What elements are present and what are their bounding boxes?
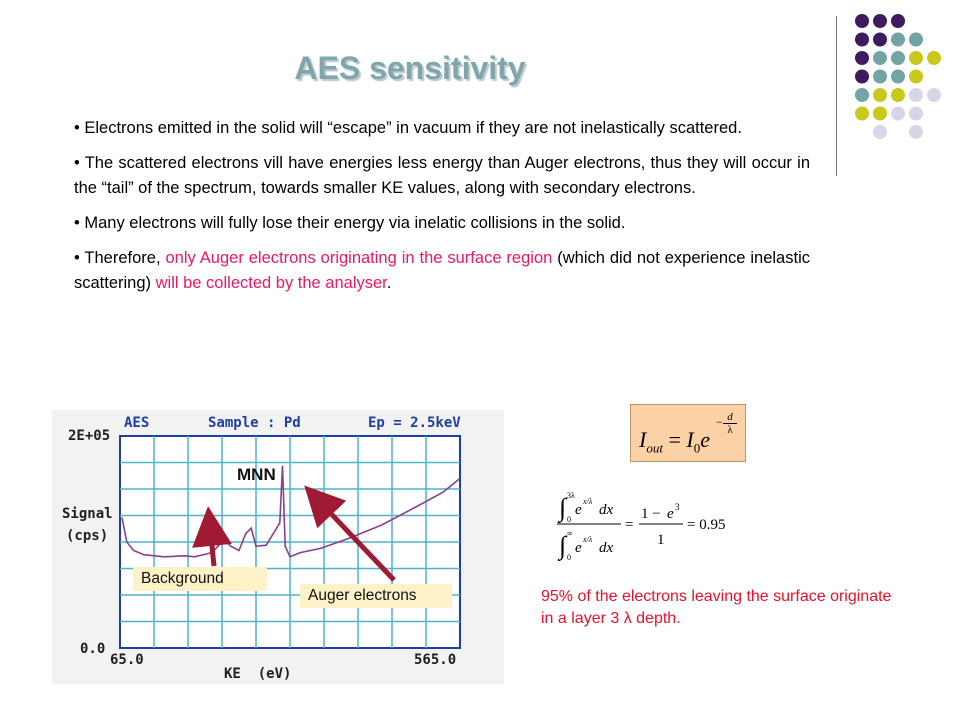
bullet-text: • The scattered electrons vill have energies less energy than Auger electrons, thus they will occur in the “tail” of the spectrum, towards smaller KE values, along with secondary electrons. bbox=[74, 154, 810, 197]
auger-arrow bbox=[318, 500, 394, 580]
highlighted-text: only Auger electrons originating in the surface region bbox=[165, 249, 553, 267]
svg-text:1 −: 1 − bbox=[641, 506, 661, 522]
highlighted-text: will be collected by the analyser bbox=[155, 274, 387, 292]
bullet-text: . bbox=[386, 274, 392, 292]
formula-rhs: I bbox=[686, 427, 694, 452]
svg-text:∞: ∞ bbox=[567, 529, 573, 538]
background-label: Background bbox=[133, 567, 267, 591]
svg-text:dx: dx bbox=[599, 540, 614, 556]
background-arrow bbox=[210, 526, 214, 566]
auger-electrons-label: Auger electrons bbox=[300, 584, 452, 608]
x-left-tick-label: 65.0 bbox=[110, 652, 144, 668]
y-axis-title: Signal bbox=[62, 506, 113, 522]
svg-text:∫: ∫ bbox=[559, 531, 567, 560]
y-axis-unit: (cps) bbox=[66, 528, 109, 544]
x-right-tick-label: 565.0 bbox=[414, 652, 457, 668]
formula-lhs: I bbox=[639, 427, 647, 452]
svg-text:x/λ: x/λ bbox=[583, 535, 593, 544]
formula-exp-denominator: λ bbox=[723, 423, 737, 436]
svg-text:0: 0 bbox=[567, 553, 571, 562]
slide-title: AES sensitivity bbox=[294, 50, 526, 86]
svg-text:e: e bbox=[575, 502, 582, 518]
bullet-text: • Many electrons will fully lose their energy via inelatic collisions in the solid. bbox=[74, 214, 626, 232]
svg-text:∫: ∫ bbox=[559, 493, 567, 522]
bullet-text: • Therefore, bbox=[74, 249, 166, 267]
svg-text:e: e bbox=[575, 540, 582, 556]
svg-text:e: e bbox=[667, 506, 674, 522]
intensity-formula: $I_{out} = I_0e$ $\frac{d}{\lambda}$ − bbox=[630, 404, 746, 462]
integral-ratio-formula bbox=[555, 486, 755, 566]
svg-text:=: = bbox=[625, 517, 634, 533]
svg-text:x/λ: x/λ bbox=[583, 497, 593, 506]
svg-text:0: 0 bbox=[567, 515, 571, 524]
plot-header-mid: Sample : Pd bbox=[208, 415, 301, 431]
mnn-peak-label: MNN bbox=[237, 465, 276, 484]
formula-lhs-sub: out bbox=[646, 440, 663, 456]
svg-text:3: 3 bbox=[675, 502, 680, 512]
ratio-result: = 0.95 bbox=[687, 517, 726, 533]
formula-rhs-sub: 0 bbox=[693, 440, 701, 456]
bullet-text: • Electrons emitted in the solid will “escape” in vacuum if they are not inelastically scattered. bbox=[74, 119, 742, 137]
svg-text:1: 1 bbox=[657, 532, 665, 548]
x-axis-title: KE (eV) bbox=[224, 666, 292, 682]
svg-text:dx: dx bbox=[599, 502, 614, 518]
y-bottom-tick-label: 0.0 bbox=[80, 641, 106, 657]
y-top-tick-label: 2E+05 bbox=[68, 428, 111, 444]
svg-text:3λ: 3λ bbox=[567, 491, 575, 500]
formula-exp-numerator: d bbox=[727, 411, 733, 423]
formula-exp-base: e bbox=[700, 427, 710, 452]
plot-header-right: Ep = 2.5keV bbox=[368, 415, 461, 431]
plot-header-left: AES bbox=[124, 415, 150, 431]
depth-note: 95% of the electrons leaving the surface originate in a layer 3 λ depth. bbox=[541, 588, 892, 627]
bullet-text: (which did not experience inelastic scattering) bbox=[74, 249, 810, 292]
